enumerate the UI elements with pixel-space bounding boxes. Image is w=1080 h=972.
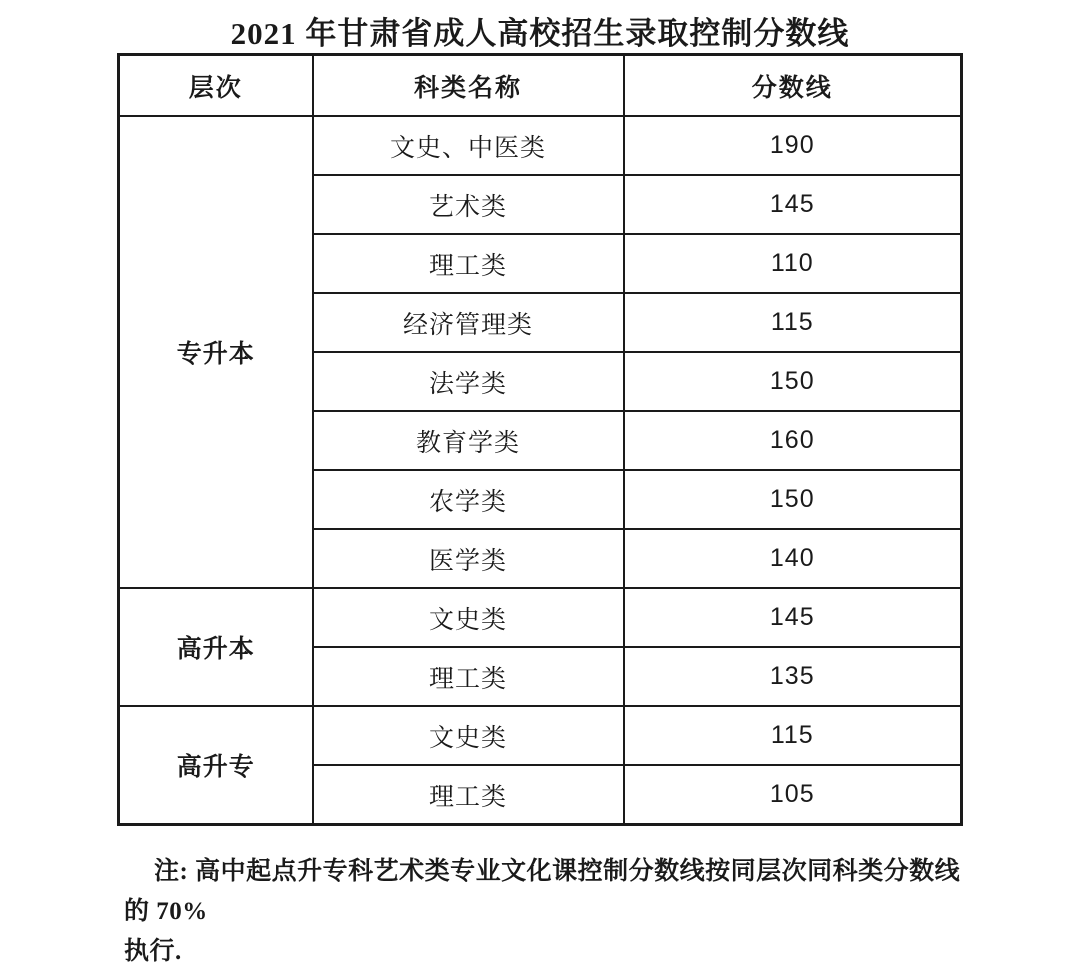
score-cell: 150 xyxy=(624,470,962,529)
category-cell: 艺术类 xyxy=(313,175,624,234)
category-cell: 理工类 xyxy=(313,234,624,293)
score-cell: 145 xyxy=(624,175,962,234)
score-cell: 150 xyxy=(624,352,962,411)
score-cell: 110 xyxy=(624,234,962,293)
footnote xyxy=(124,852,962,972)
category-cell: 理工类 xyxy=(313,647,624,706)
category-cell: 文史类 xyxy=(313,706,624,765)
category-cell: 经济管理类 xyxy=(313,293,624,352)
table-row xyxy=(119,706,962,765)
score-cell: 115 xyxy=(624,706,962,765)
header-score: 分数线 xyxy=(624,55,962,117)
header-category: 科类名称 xyxy=(313,55,624,117)
table-header-row xyxy=(119,55,962,117)
footnote-line1: 注: 高中起点升专科艺术类专业文化课控制分数线按同层次同科类分数线的 70% xyxy=(124,858,961,925)
category-cell: 理工类 xyxy=(313,765,624,825)
level-cell-gaoshengben: 高升本 xyxy=(119,588,313,706)
score-cell: 145 xyxy=(624,588,962,647)
score-cell: 135 xyxy=(624,647,962,706)
category-cell: 文史类 xyxy=(313,588,624,647)
header-level: 层次 xyxy=(119,55,313,117)
admission-scores-table xyxy=(117,53,963,826)
table-row xyxy=(119,116,962,175)
level-cell-zhuanshengben: 专升本 xyxy=(119,116,313,588)
category-cell: 农学类 xyxy=(313,470,624,529)
category-cell: 医学类 xyxy=(313,529,624,588)
footnote-line2: 执行. xyxy=(124,938,182,965)
score-cell: 160 xyxy=(624,411,962,470)
score-cell: 140 xyxy=(624,529,962,588)
score-cell: 105 xyxy=(624,765,962,825)
table-row xyxy=(119,588,962,647)
level-cell-gaoshengzhuan: 高升专 xyxy=(119,706,313,825)
score-cell: 190 xyxy=(624,116,962,175)
page-title: 2021 年甘肃省成人高校招生录取控制分数线 xyxy=(230,16,850,51)
score-cell: 115 xyxy=(624,293,962,352)
category-cell: 教育学类 xyxy=(313,411,624,470)
category-cell: 文史、中医类 xyxy=(313,116,624,175)
category-cell: 法学类 xyxy=(313,352,624,411)
